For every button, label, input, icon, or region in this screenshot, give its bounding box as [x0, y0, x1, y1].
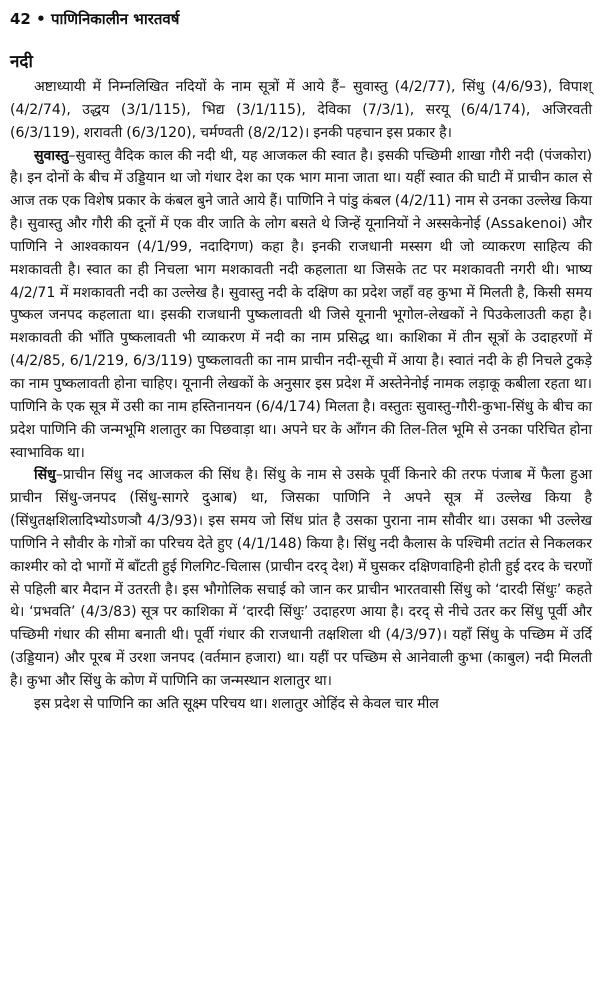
document-page — [10, 8, 592, 716]
running-header — [10, 8, 592, 32]
page-number: 42 — [10, 10, 31, 28]
paragraph-text: –सुवास्तु वैदिक काल की नदी थी, यह आजकल की स्वात है। इसकी पच्छिमी शाखा गौरी नदी (पंजकोरा) है। इन दोनों के बीच में उड्डियान था जो गंधार देश का एक भाग माना जाता था। यहीं स्वात की घाटी में प्राचीन काल से आज तक एक विशेष प्रकार के कंबल बुने जाते आये हैं। पाणिनि ने पांडु कंबल (4/2/11) नाम से उनका उल्लेख किया है। सुवास्तु और गौरी की दूनों में एक वीर जाति के लोग बसते थे जिन्हें यूनानियों ने अस्सकेनोई (Assakenoi) और पाणिनि ने आश्वकायन (4/1/99, नदादिगण) कहा है। इनकी राजधानी मस्सग थी जो व्याकरण साहित्य की मशकावती है। स्वात का ही निचला भाग मशकावती नदी कहलाता था जिसके तट पर मशकावती नगरी थी। भाष्य 4/2/71 में मशकावती नदी का उल्लेख है। सुवास्तु नदी के दक्षिण का प्रदेश जहाँ वह कुभा में मिलती है, किसी समय पुष्कल जनपद कहलाता था। इसकी राजधानी पुष्कलावती थी जिसे यूनानी भूगोल-लेखकों ने पिउकेलाउती कहा है। मशकावती की भाँति पुष्कलावती भी व्याकरण में नदी का नाम प्रसिद्ध था। काशिका में तीन सूत्रों के उदाहरणों में (4/2/85, 6/1/219, 6/3/119) पुष्कलावती का नाम प्राचीन नदी-सूची में आया है। स्वातं नदी के ही निचले टुकड़े का नाम पुष्कलावती होना चाहिए। यूनानी लेखकों के अनुसार इस प्रदेश में अस्तेनेनोई नामक लड़ाकू कबीला रहता था। पाणिनि के एक सूत्र में उसी का नाम हस्तिनानयन (6/4/174) मिलता है। वस्तुतः सुवास्तु-गौरी-कुभा-सिंधु के बीच का प्रदेश पाणिनि की जन्मभूमि शलातुर का पिछवाड़ा था। अपने घर के आँगन की तिल-तिल भूमि से उनका परिचित होना स्वाभाविक था। — [10, 147, 592, 461]
header-bullet: • — [36, 10, 46, 28]
book-title: पाणिनिकालीन भारतवर्ष — [50, 10, 180, 28]
paragraph-sindhu — [10, 464, 592, 692]
paragraph-term: सिंधु — [34, 467, 56, 484]
paragraph-term: सुवास्तु — [34, 147, 69, 164]
paragraph-text: इस प्रदेश से पाणिनि का अति सूक्ष्म परिचय था। शलातुर ओहिंद से केवल चार मील — [34, 695, 439, 712]
paragraph-text: अष्टाध्यायी में निम्नलिखित नदियों के नाम सूत्रों में आये हैं– सुवास्तु (4/2/77), सिंधु (4/6/93), विपाश् (4/2/74), उद्धय (3/1/115), भिद्य (3/1/115), देविका (7/3/1), सरयू (6/4/174), अजिरवती (6/3/119), शरावती (6/3/120), चर्मण्वती (8/2/12)। इनकी पहचान इस प्रकार है। — [10, 79, 592, 141]
paragraph-suvastu — [10, 145, 592, 465]
paragraph-text: –प्राचीन सिंधु नद आजकल की सिंध है। सिंधु के नाम से उसके पूर्वी किनारे की तरफ पंजाब में फैला हुआ प्राचीन सिंधु-जनपद (सिंधु-सागरे दुआब) था, जिसका पाणिनि ने अपने सूत्र में उल्लेख किया है (सिंधुतक्षशिलादिभ्योऽणञौ 4/3/93)। इस समय जो सिंध प्रांत है उसका पुराना नाम सौवीर था। उसका भी उल्लेख पाणिनि ने सौवीर के गोत्रों का परिचय देते हुए (4/1/148) किया है। सिंधु नदी कैलास के पश्चिमी तटांत से निकलकर काश्मीर को दो भागों में बाँटती हुई गिलगिट-चिलास (प्राचीन दरद् देश) में घुसकर दक्षिणवाहिनी होती हुई दरद के चरणों से पहिली बार मैदान में उतरती है। इस भौगोलिक सचाई को जान कर प्राचीन भारतवासी सिंधु को ‘दारदी सिंधुः’ कहते थे। ‘प्रभवति’ (4/3/83) सूत्र पर काशिका में ‘दारदी सिंधुः’ उदाहरण आया है। दरद् से नीचे उतर कर सिंधु पूर्वी और पच्छिमी गंधार की सीमा बनाती थी। पूर्वी गंधार की राजधानी तक्षशिला थी (4/3/97)। यहाँ सिंधु के पच्छिम में उर्दि (उड्डियान) और पूरब में उरशा जनपद (वर्तमान हजारा) था। यहीं पर पच्छिम से आनेवाली कुभा (काबुल) नदी मिलती है। कुभा और सिंधु के कोण में पाणिनि का जन्मस्थान शलातुर था। — [10, 467, 592, 689]
section-heading: नदी — [10, 52, 33, 72]
paragraph-continuation — [10, 693, 592, 716]
paragraph-intro — [10, 76, 592, 145]
